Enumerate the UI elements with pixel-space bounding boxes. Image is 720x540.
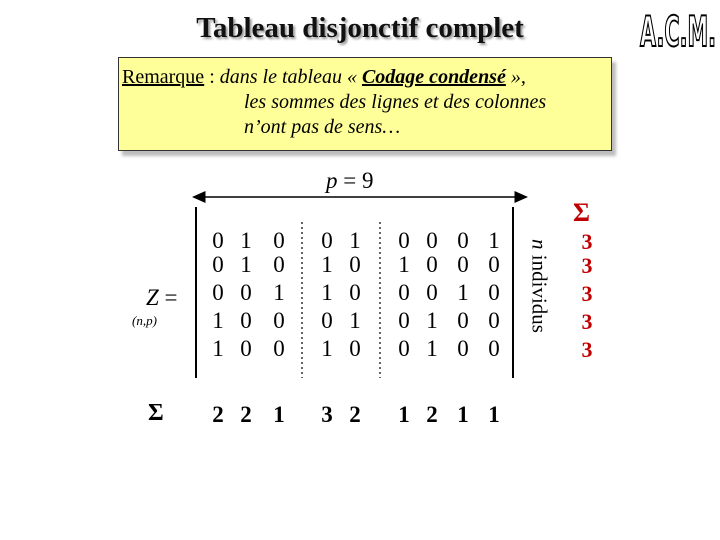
matrix-cell: 0	[457, 336, 469, 361]
matrix-cell: 0	[398, 228, 410, 253]
column-sum: 3	[321, 402, 333, 427]
matrix-cell: 1	[349, 228, 361, 253]
z-eq: =	[158, 285, 178, 310]
matrix-cell: 0	[488, 308, 500, 333]
matrix-cell: 1	[457, 280, 469, 305]
matrix-cell: 1	[212, 336, 224, 361]
matrix-cell: 0	[349, 336, 361, 361]
matrix-cell: 0	[321, 308, 333, 333]
remark-emphasis: Codage condensé	[361, 66, 506, 88]
column-sum: 2	[426, 402, 438, 427]
page-title: Tableau disjonctif complet	[196, 12, 524, 44]
matrix-cell: 0	[212, 228, 224, 253]
matrix-cell: 0	[426, 252, 438, 277]
matrix-cell: 0	[349, 252, 361, 277]
matrix-cell: 0	[240, 308, 252, 333]
remark-label: Remarque	[122, 66, 205, 88]
column-sum: 1	[457, 402, 469, 427]
matrix-cell: 0	[273, 336, 285, 361]
column-sum: 1	[488, 402, 500, 427]
row-sum: 3	[581, 281, 593, 306]
matrix-cell: 0	[488, 336, 500, 361]
column-sum: 2	[212, 402, 224, 427]
column-sum: 1	[398, 402, 410, 427]
matrix-cell: 0	[488, 280, 500, 305]
p-var: p	[326, 168, 338, 193]
remark-line2: les sommes des lignes et des colonnes	[244, 91, 547, 113]
matrix-cell: 0	[457, 308, 469, 333]
matrix-cell: 0	[349, 280, 361, 305]
row-sum: 3	[581, 229, 593, 254]
matrix-cell: 0	[240, 336, 252, 361]
matrix-cell: 1	[426, 308, 438, 333]
row-sum: 3	[581, 309, 593, 334]
sigma-rows-label: Σ	[573, 198, 590, 227]
matrix-cell: 1	[349, 308, 361, 333]
matrix-cell: 1	[273, 280, 285, 305]
logo-text: A.C.M.	[640, 7, 716, 54]
matrix-cell: 0	[212, 280, 224, 305]
matrix-cell: 0	[398, 280, 410, 305]
matrix-cell: 0	[398, 336, 410, 361]
column-sum: 1	[273, 402, 285, 427]
row-sum: 3	[581, 337, 593, 362]
remark-line3: n’ont pas de sens…	[244, 116, 401, 138]
matrix-cell: 0	[273, 228, 285, 253]
p-eq: = 9	[337, 168, 374, 193]
matrix-cell: 1	[488, 228, 500, 253]
matrix-cell: 1	[321, 252, 333, 277]
matrix-cell: 0	[321, 228, 333, 253]
matrix-cell: 1	[426, 336, 438, 361]
column-sum: 2	[240, 402, 252, 427]
remark-text2: »,	[505, 66, 526, 88]
matrix-cell: 0	[212, 252, 224, 277]
matrix-cell: 0	[273, 252, 285, 277]
matrix-cell: 1	[212, 308, 224, 333]
matrix-cell: 1	[321, 280, 333, 305]
n-individus-label	[527, 239, 552, 333]
matrix-cell: 0	[488, 252, 500, 277]
remark-text1: dans le tableau «	[219, 66, 362, 88]
matrix-cell: 0	[426, 228, 438, 253]
n-rest: individus	[527, 249, 552, 333]
matrix-cell: 0	[273, 308, 285, 333]
row-sum: 3	[581, 253, 593, 278]
matrix-cell: 1	[240, 252, 252, 277]
matrix-cell: 0	[398, 308, 410, 333]
matrix-cell: 1	[240, 228, 252, 253]
matrix-cell: 1	[321, 336, 333, 361]
matrix-cell: 0	[240, 280, 252, 305]
column-sum: 2	[349, 402, 361, 427]
z-subscript: (n,p)	[132, 313, 157, 328]
z-var: Z	[146, 285, 159, 310]
matrix-cell: 0	[457, 252, 469, 277]
n-var: n	[527, 239, 552, 250]
matrix-cell: 1	[398, 252, 410, 277]
sigma-cols-label: Σ	[148, 400, 164, 426]
remark-colon: :	[204, 66, 220, 88]
matrix-cell: 0	[426, 280, 438, 305]
matrix-cell: 0	[457, 228, 469, 253]
